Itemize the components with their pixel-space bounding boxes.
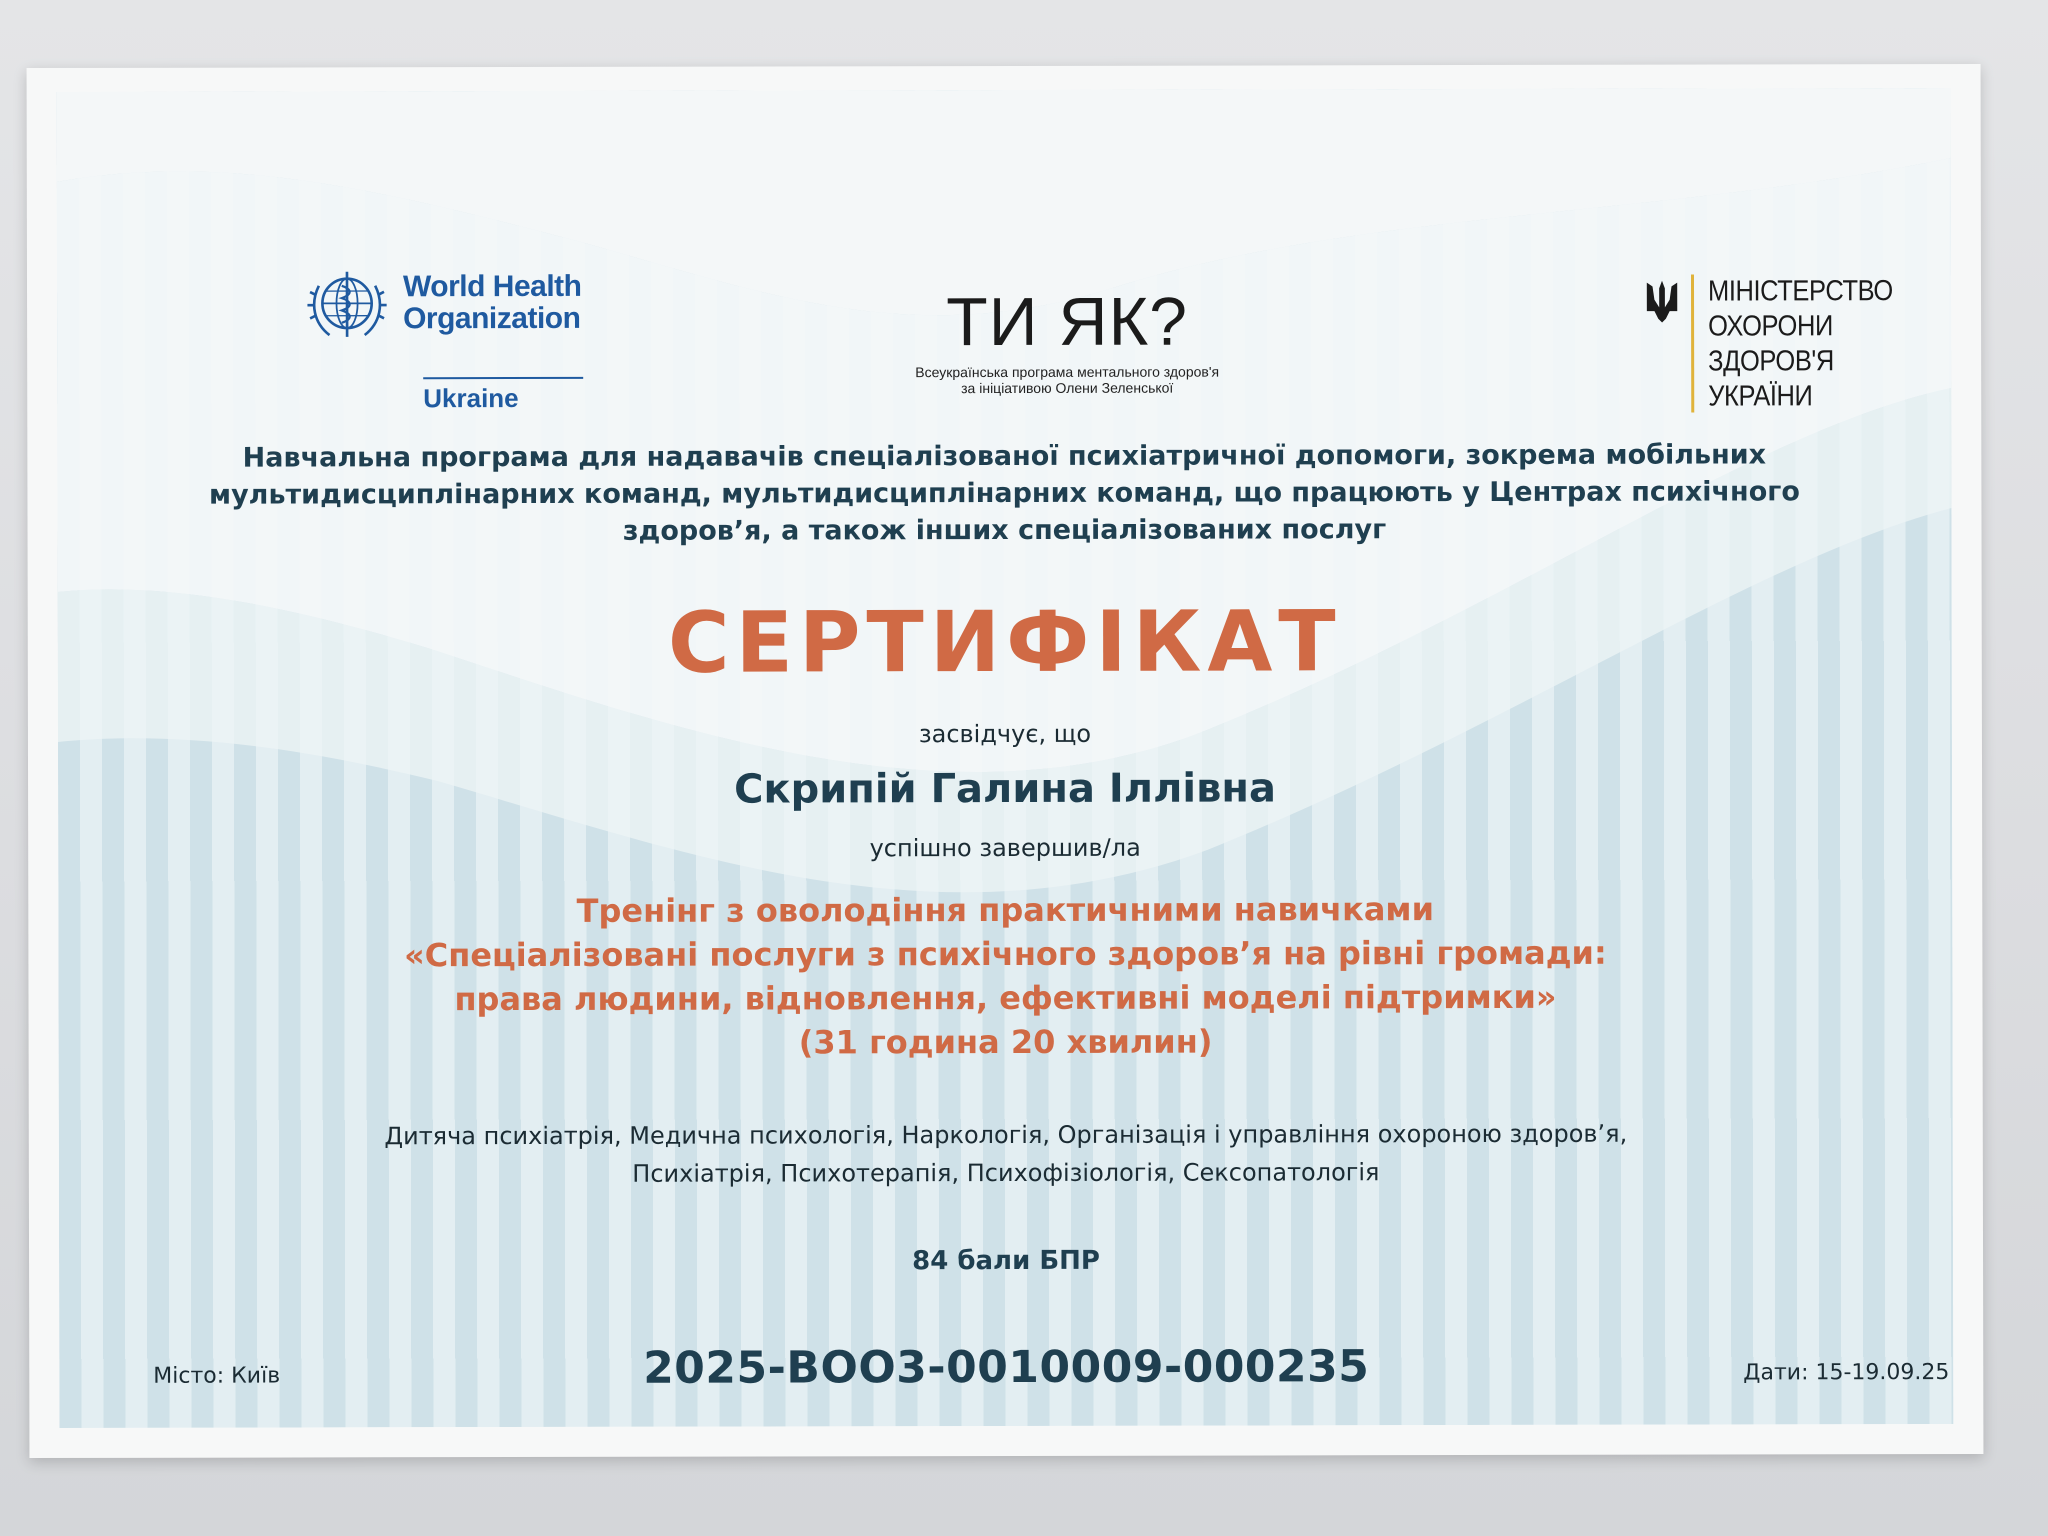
- specialties-list: [29, 1114, 1983, 1194]
- training-description: [28, 886, 1982, 1066]
- certificate-paper: [27, 64, 1984, 1458]
- program-line-2: мультидисциплінарних команд, мультидисциплінарних команд, що працюють у Центрах психічного: [208, 476, 1800, 511]
- specialties-line-1: Дитяча психіатрія, Медична психологія, Наркологія, Організація і управління охороною здоров’я,: [384, 1119, 1628, 1151]
- tiyak-subtitle-line1: Всеукраїнська програма ментального здоров'я: [915, 363, 1220, 381]
- ministry-logo: [1643, 274, 1918, 415]
- ministry-accent-bar: [1691, 275, 1694, 413]
- certificate-title: СЕРТИФІКАТ: [667, 592, 1342, 692]
- training-line-2: «Спеціалізовані послуги з психічного здоров’я на рівні громади:: [404, 933, 1607, 975]
- ministry-name: [1708, 274, 1893, 414]
- ministry-line-1: МІНІСТЕРСТВО: [1707, 275, 1893, 308]
- tiyak-title: ТИ ЯК?: [946, 283, 1189, 361]
- training-line-1: Тренінг з оволодіння практичними навичками: [576, 890, 1435, 930]
- training-duration: (31 година 20 хвилин): [798, 1022, 1213, 1062]
- who-country: Ukraine: [423, 377, 583, 414]
- program-line-3: здоров’я, а також інших спеціалізованих послуг: [622, 514, 1387, 547]
- tiyak-logo: [877, 285, 1257, 396]
- dates-label: Дати: 15-19.09.25: [1743, 1360, 1950, 1386]
- program-line-1: Навчальна програма для надавачів спеціалізованої психіатричної допомоги, зокрема мобільних: [242, 439, 1767, 474]
- who-name-line1: World Health: [402, 269, 582, 304]
- who-emblem-icon: [303, 259, 391, 347]
- certificate-code: 2025-ВОО3-0010009-000235: [643, 1341, 1370, 1394]
- training-line-3: права людини, відновлення, ефективні моделі підтримки»: [454, 977, 1557, 1019]
- who-logo: [303, 259, 582, 348]
- completed-text: успішно завершив/ла: [869, 833, 1141, 863]
- specialties-line-2: Психіатрія, Психотерапія, Психофізіологія, Сексопатологія: [632, 1158, 1380, 1188]
- certificate-background: [57, 88, 1954, 1428]
- program-description: [27, 436, 1981, 551]
- tiyak-subtitle-line2: за ініціативою Олени Зеленської: [961, 379, 1174, 397]
- ministry-line-4: УКРАЇНИ: [1708, 380, 1813, 413]
- who-name-line2: Organization: [403, 301, 581, 336]
- trident-icon: [1643, 279, 1681, 325]
- tiyak-subtitle: [877, 363, 1257, 396]
- ministry-line-3: ЗДОРОВ'Я: [1708, 345, 1834, 378]
- ministry-line-2: ОХОРОНИ: [1708, 310, 1833, 343]
- recipient-name: Скрипій Галина Іллівна: [734, 765, 1277, 813]
- certifies-text: засвідчує, що: [918, 719, 1092, 749]
- city-label: Місто: Київ: [153, 1363, 281, 1389]
- who-name: [403, 271, 582, 335]
- cpd-points: 84 бали БПР: [912, 1245, 1101, 1277]
